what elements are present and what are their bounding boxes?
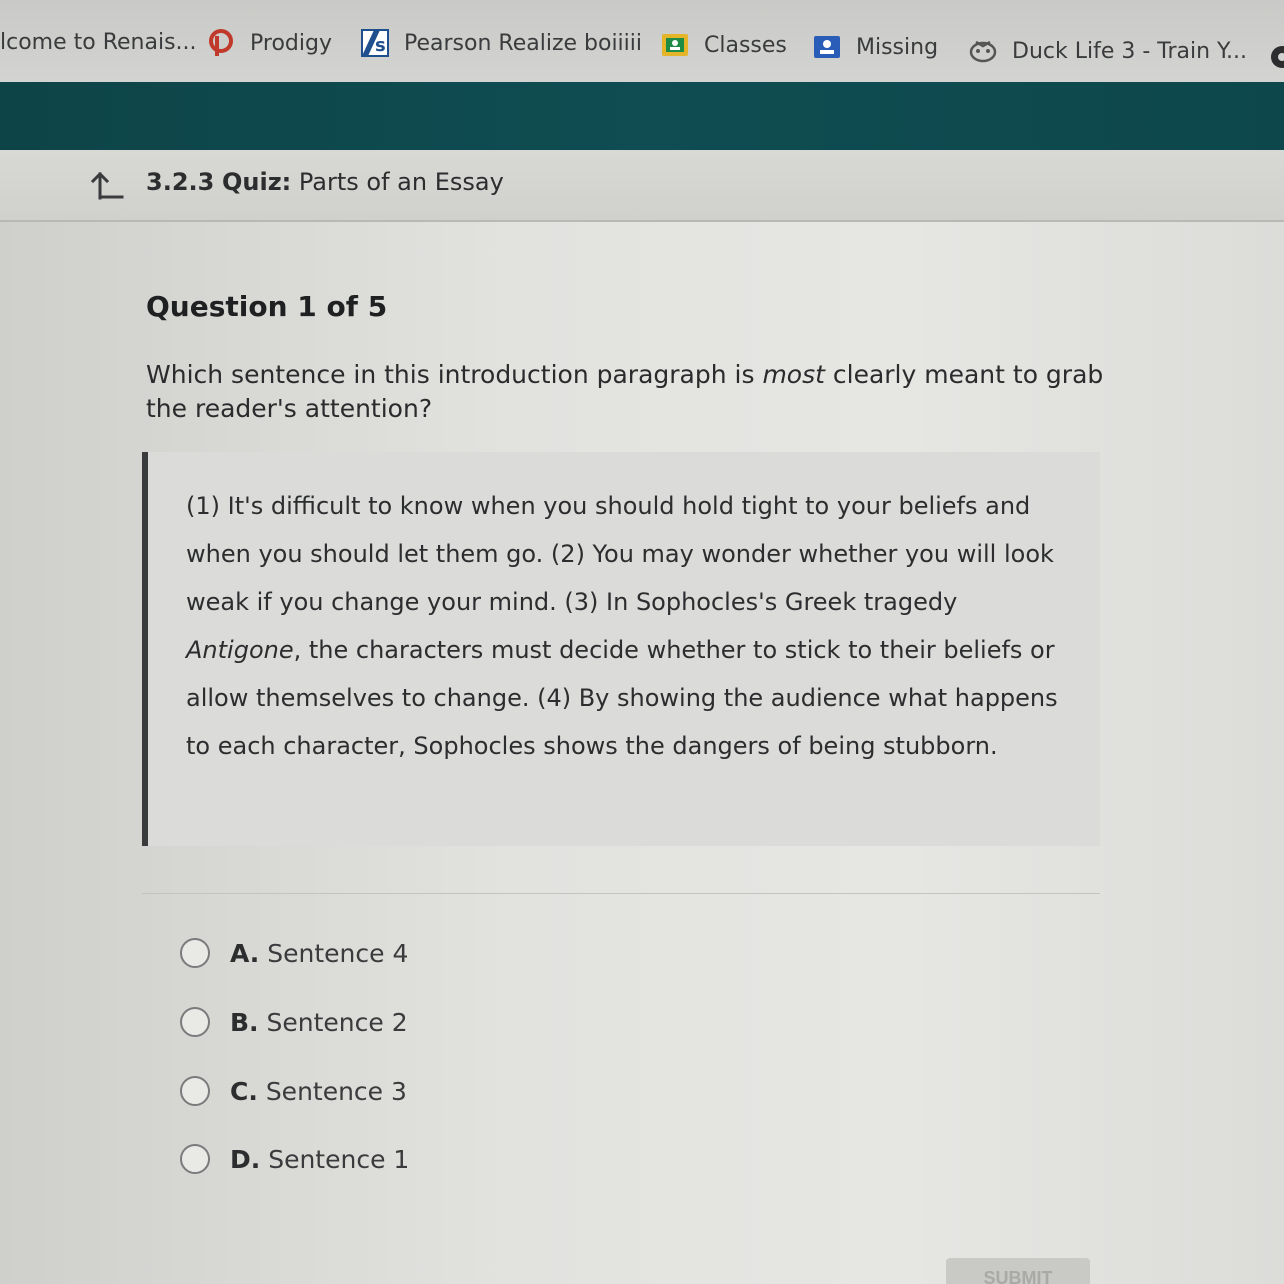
radio-button[interactable] — [180, 938, 210, 968]
quiz-type-label: Quiz: — [221, 168, 292, 196]
answer-option-b[interactable] — [180, 1007, 408, 1037]
extension-icon[interactable] — [1262, 44, 1284, 70]
radio-button[interactable] — [180, 1144, 210, 1174]
bookmark-label: lcome to Renais... — [0, 30, 197, 55]
bookmark-label: Missing — [856, 34, 939, 60]
option-letter: A. — [230, 938, 260, 968]
google-classroom-icon — [660, 30, 690, 60]
prompt-text: Which sentence in this introduction paragraph is — [146, 360, 763, 389]
quiz-title-bar — [0, 150, 1284, 222]
answer-option-a[interactable] — [180, 938, 408, 968]
option-letter: B. — [230, 1007, 259, 1037]
back-arrow-icon[interactable] — [90, 170, 124, 200]
submit-button[interactable]: SUBMIT — [946, 1258, 1090, 1284]
question-prompt — [146, 358, 1106, 426]
quiz-title — [146, 168, 504, 196]
option-letter: C. — [230, 1076, 258, 1106]
passage-part: , the characters must decide whether to stick to their beliefs or allow themselves to change. (4) By showing the audience what happens to each character, Sophocles shows the dangers of being stubborn. — [186, 636, 1058, 760]
question-number: Question 1 of 5 — [146, 290, 388, 323]
bookmark-pearson[interactable] — [360, 28, 642, 58]
bookmark-label: Pearson Realize boiiiii — [404, 30, 643, 56]
bookmark-label: Prodigy — [250, 30, 332, 56]
answer-option-c[interactable] — [180, 1076, 407, 1106]
passage-text — [186, 482, 1066, 770]
radio-button[interactable] — [180, 1076, 210, 1106]
bookmark-duck-life[interactable] — [968, 36, 1247, 66]
game-icon — [968, 36, 998, 66]
option-text: Sentence 1 — [268, 1144, 410, 1174]
bookmark-prodigy[interactable] — [206, 28, 332, 58]
prodigy-icon — [206, 28, 236, 58]
bookmark-label: Duck Life 3 - Train Y... — [1012, 38, 1248, 64]
radio-button[interactable] — [180, 1007, 210, 1037]
bookmark-renaissance[interactable] — [0, 30, 197, 55]
passage-part: (1) It's difficult to know when you should hold tight to your beliefs and when you should let them go. (2) You may wonder whether you will look weak if you change your mind. (3) In Sophocles's Greek tragedy — [186, 492, 1054, 616]
assignment-icon — [812, 32, 842, 62]
option-letter: D. — [230, 1144, 261, 1174]
passage-block — [142, 452, 1100, 846]
option-text: Sentence 2 — [266, 1007, 408, 1037]
answer-option-d[interactable] — [180, 1144, 409, 1174]
quiz-name: Parts of an Essay — [298, 168, 504, 196]
passage-work-title: Antigone — [186, 636, 294, 664]
bookmark-classes[interactable] — [660, 30, 787, 60]
option-text: Sentence 4 — [267, 938, 409, 968]
quiz-code: 3.2.3 — [146, 168, 215, 196]
bookmark-label: Classes — [704, 32, 787, 58]
bookmark-missing[interactable] — [812, 32, 938, 62]
bookmarks-bar — [0, 0, 1284, 83]
site-header — [0, 82, 1284, 158]
option-text: Sentence 3 — [265, 1076, 407, 1106]
divider — [142, 893, 1100, 894]
prompt-text: clearly meant to grab the reader's attention? — [146, 360, 1104, 423]
pearson-icon — [360, 28, 390, 58]
prompt-emphasis: most — [762, 360, 825, 389]
svg-text:s: s — [375, 35, 386, 56]
